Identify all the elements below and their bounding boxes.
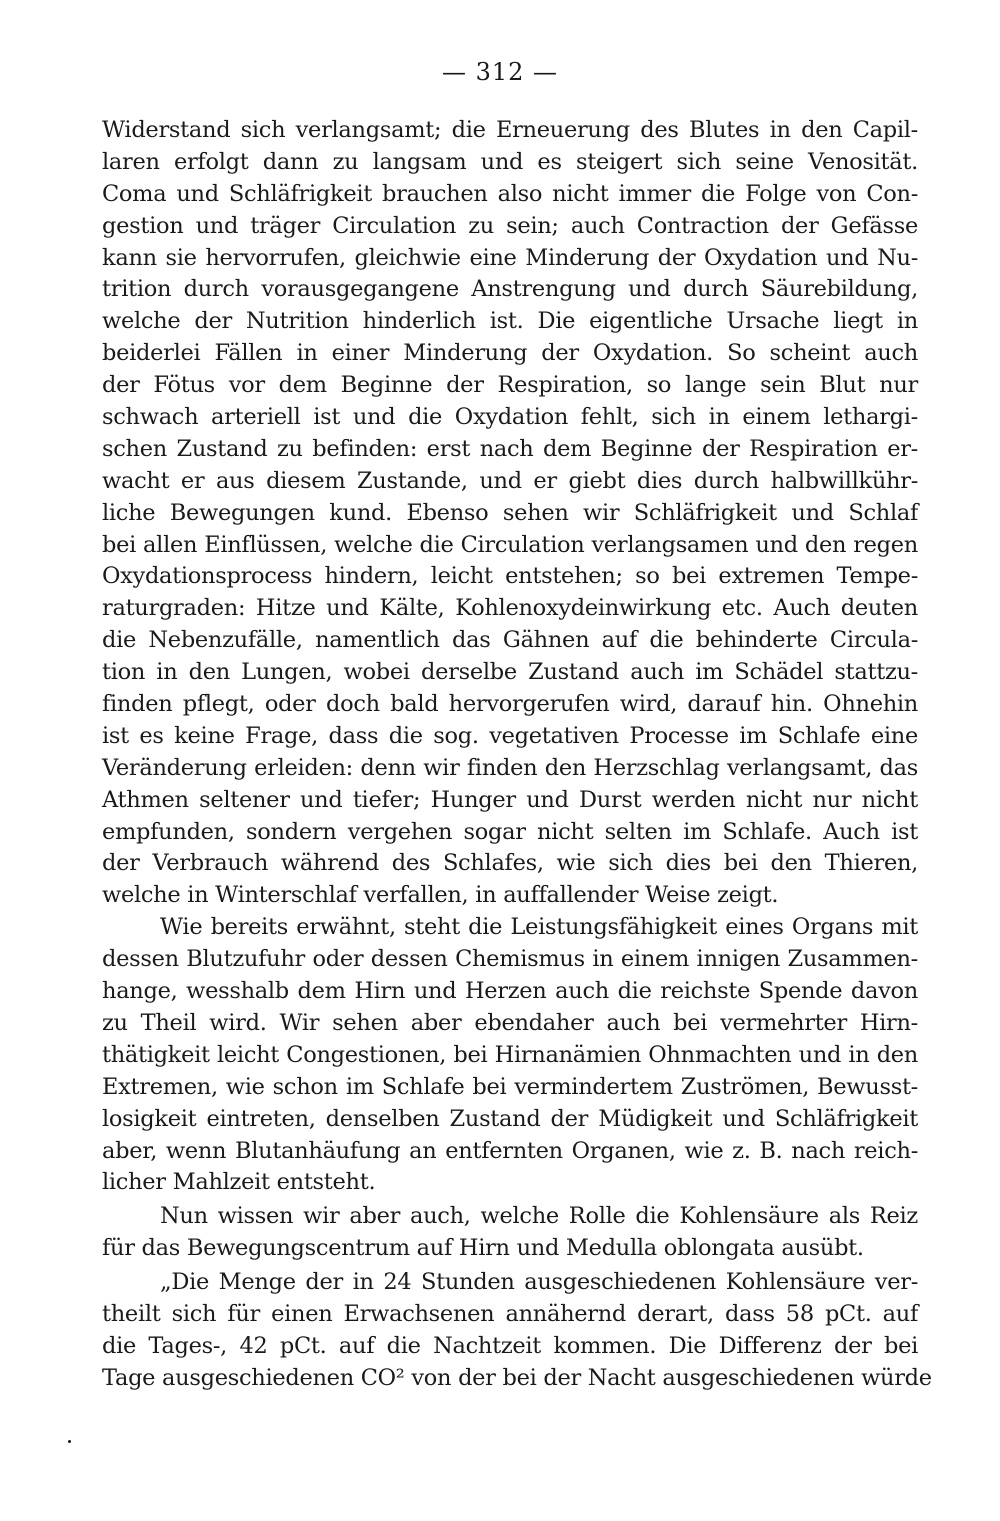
text-line: Veränderung erleiden: denn wir finden den Herzschlag verlangsamt, das — [102, 754, 918, 781]
text-line: beiderlei Fällen in einer Minderung der Oxydation. So scheint auch — [102, 340, 918, 367]
text-line: Tage ausgeschiedenen CO² von der bei der Nacht ausgeschiedenen würde — [102, 1364, 932, 1391]
text-line: welche in Winterschlaf verfallen, in auffallender Weise zeigt. — [102, 882, 779, 909]
text-line: liche Bewegungen kund. Ebenso sehen wir Schläfrigkeit und Schlaf — [102, 499, 918, 526]
text-line: die Tages-, 42 pCt. auf die Nachtzeit kommen. Die Differenz der bei — [102, 1332, 918, 1359]
text-line: wacht er aus diesem Zustande, und er giebt dies durch halbwillkühr- — [102, 467, 918, 494]
text-line: aber, wenn Blutanhäufung an entfernten Organen, wie z. B. nach reich- — [102, 1137, 918, 1164]
text-line: theilt sich für einen Erwachsenen annähernd derart, dass 58 pCt. auf — [102, 1300, 918, 1327]
text-line: empfunden, sondern vergehen sogar nicht selten im Schlafe. Auch ist — [102, 818, 918, 845]
text-line: gestion und träger Circulation zu sein; auch Contraction der Gefässe — [102, 212, 918, 239]
text-line: welche der Nutrition hinderlich ist. Die eigentliche Ursache liegt in — [102, 308, 918, 335]
text-line: ist es keine Frage, dass die sog. vegetativen Processe im Schlafe eine — [102, 722, 918, 749]
text-line: Extremen, wie schon im Schlafe bei vermindertem Zuströmen, Bewusst- — [102, 1073, 918, 1100]
text-line: dessen Blutzufuhr oder dessen Chemismus in einem innigen Zusammen- — [102, 946, 918, 973]
text-line: Athmen seltener und tiefer; Hunger und Durst werden nicht nur nicht — [102, 786, 918, 813]
text-line: kann sie hervorrufen, gleichwie eine Minderung der Oxydation und Nu- — [102, 244, 918, 271]
text-line: für das Bewegungscentrum auf Hirn und Medulla oblongata ausübt. — [102, 1235, 864, 1262]
text-line: zu Theil wird. Wir sehen aber ebendaher auch bei vermehrter Hirn- — [102, 1009, 918, 1036]
text-line: Nun wissen wir aber auch, welche Rolle die Kohlensäure als Reiz — [160, 1203, 918, 1230]
scan-speck — [68, 1440, 71, 1443]
body-text — [102, 115, 932, 1395]
text-line: der Verbrauch während des Schlafes, wie sich dies bei den Thieren, — [102, 850, 918, 877]
paragraph-1 — [102, 115, 918, 912]
text-line: licher Mahlzeit entsteht. — [102, 1169, 376, 1196]
text-line: „Die Menge der in 24 Stunden ausgeschiedenen Kohlensäure ver- — [160, 1269, 918, 1296]
text-line: losigkeit eintreten, denselben Zustand der Müdigkeit und Schläfrigkeit — [102, 1105, 918, 1132]
text-line: thätigkeit leicht Congestionen, bei Hirnanämien Ohnmachten und in den — [102, 1041, 918, 1068]
text-line: Oxydationsprocess hindern, leicht entstehen; so bei extremen Tempe- — [102, 563, 918, 590]
text-line: Widerstand sich verlangsamt; die Erneuerung des Blutes in den Capil- — [102, 117, 918, 143]
text-line: der Fötus vor dem Beginne der Respiration, so lange sein Blut nur — [102, 372, 918, 399]
text-line: laren erfolgt dann zu langsam und es steigert sich seine Venosität. — [102, 148, 918, 175]
paragraph-3 — [102, 1201, 918, 1265]
text-line: schwach arteriell ist und die Oxydation fehlt, sich in einem lethargi- — [102, 404, 918, 431]
text-line: tion in den Lungen, wobei derselbe Zustand auch im Schädel stattzu- — [102, 659, 918, 686]
text-line: die Nebenzufälle, namentlich das Gähnen auf die behinderte Circula- — [102, 627, 918, 654]
text-line: hange, wesshalb dem Hirn und Herzen auch die reichste Spende davon — [102, 978, 918, 1005]
text-line: finden pflegt, oder doch bald hervorgerufen wird, darauf hin. Ohnehin — [102, 691, 918, 718]
text-line: bei allen Einflüssen, welche die Circulation verlangsamen und den regen — [102, 531, 918, 558]
text-line: raturgraden: Hitze und Kälte, Kohlenoxydeinwirkung etc. Auch deuten — [102, 595, 918, 622]
text-line: trition durch vorausgegangene Anstrengung und durch Säurebildung, — [102, 276, 918, 303]
text-line: Coma und Schläfrigkeit brauchen also nicht immer die Folge von Con- — [102, 180, 918, 207]
text-line: Wie bereits erwähnt, steht die Leistungsfähigkeit eines Organs mit — [160, 914, 918, 941]
paragraph-2 — [102, 912, 918, 1199]
paragraph-4 — [102, 1267, 932, 1395]
text-line: schen Zustand zu befinden: erst nach dem Beginne der Respiration er- — [102, 435, 918, 462]
page-number: — 312 — — [441, 58, 559, 86]
